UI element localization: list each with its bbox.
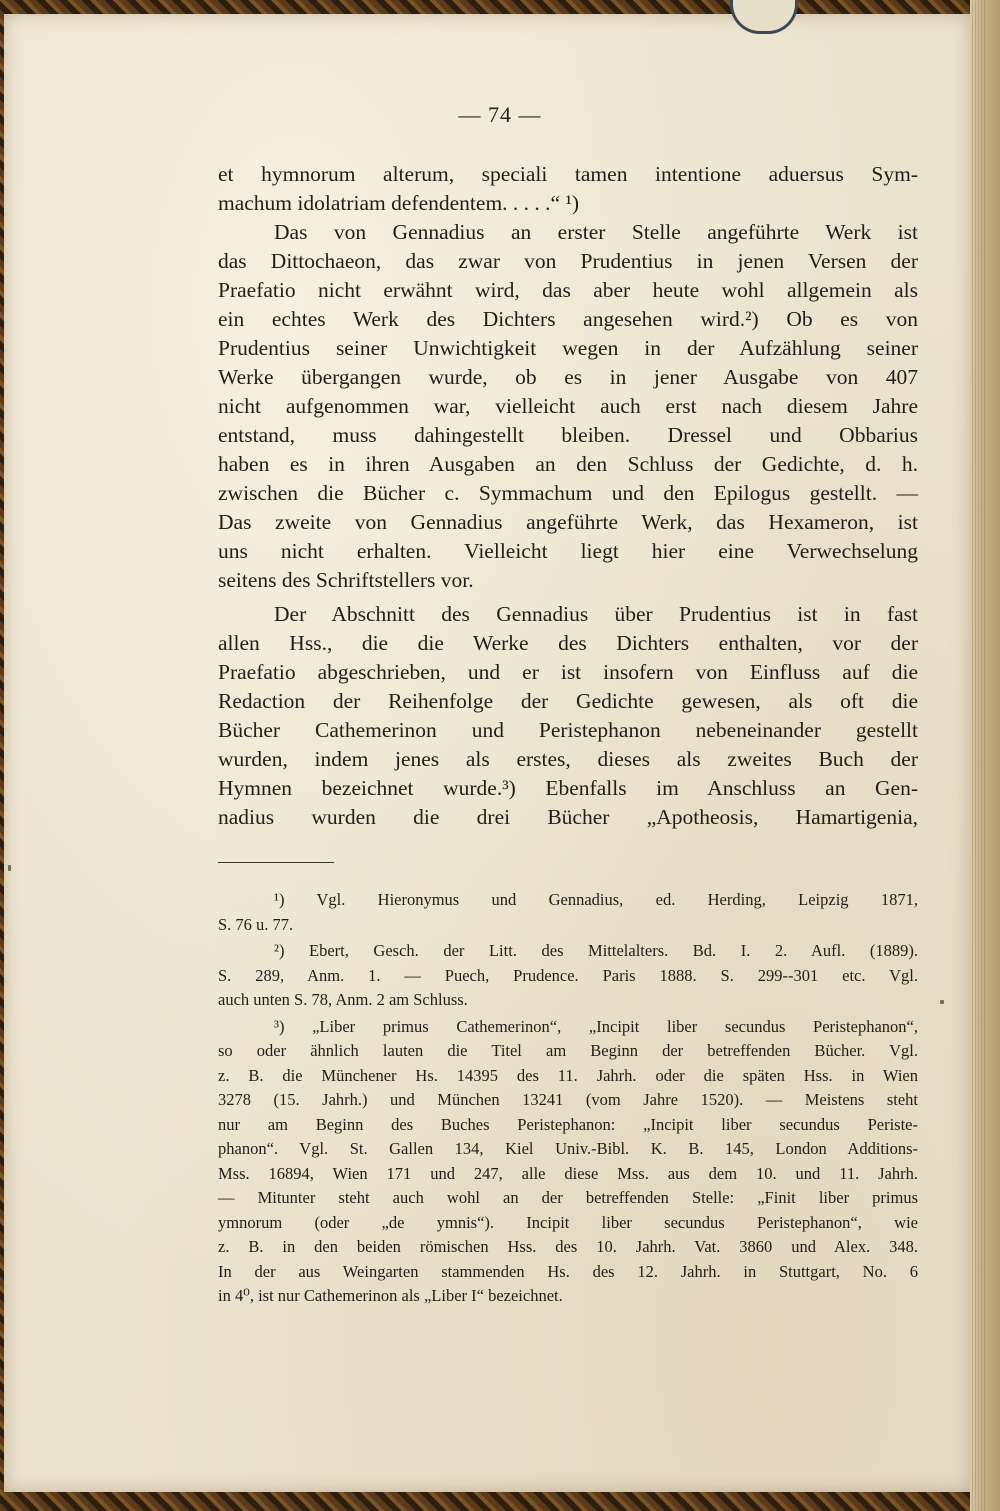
footnote-line: ¹) Vgl. Hieronymus und Gennadius, ed. Herding, Leipzig 1871, [274, 890, 918, 909]
footnote-line: z. B. in den beiden römischen Hss. des 10. Jahrh. Vat. 3860 und Alex. 348. [218, 1237, 918, 1256]
footnote [218, 888, 918, 937]
footnote-line: 3278 (15. Jahrh.) und München 13241 (vom Jahre 1520). — Meistens steht [218, 1090, 918, 1109]
text-line: haben es in ihren Ausgaben an den Schluss der Gedichte, d. h. [218, 452, 918, 476]
text-line: seitens des Schriftstellers vor. [218, 568, 474, 592]
page-number: — 74 — [458, 102, 542, 127]
footnotes [218, 888, 918, 1309]
text-line: Prudentius seiner Unwichtigkeit wegen in der Aufzählung seiner [218, 336, 918, 360]
text-line: Hymnen bezeichnet wurde.³) Ebenfalls im Anschluss an Gen- [218, 776, 918, 800]
text-line: ein echtes Werk des Dichters angesehen wird.²) Ob es von [218, 307, 918, 331]
text-line: wurden, indem jenes als erstes, dieses als zweites Buch der [218, 747, 918, 771]
text-line: entstand, muss dahingestellt bleiben. Dressel und Obbarius [218, 423, 918, 447]
text-line: Bücher Cathemerinon und Peristephanon nebeneinander gestellt [218, 718, 918, 742]
text-line: Der Abschnitt des Gennadius über Prudentius ist in fast [274, 602, 918, 626]
paper-speck [940, 1000, 944, 1004]
footnote-line: — Mitunter steht auch wohl an der betreffenden Stelle: „Finit liber primus [218, 1188, 918, 1207]
footnote-rule [218, 862, 334, 863]
footnote [218, 939, 918, 1013]
footnote-line: S. 289, Anm. 1. — Puech, Prudence. Paris 1888. S. 299--301 etc. Vgl. [218, 965, 918, 985]
footnote-line: ymnorum (oder „de ymnis“). Incipit liber secundus Peristephanon“, wie [218, 1212, 918, 1232]
text-line: Praefatio abgeschrieben, und er ist insofern von Einfluss auf die [218, 660, 918, 684]
paragraph [218, 600, 918, 832]
text-line: nicht aufgenommen war, vielleicht auch erst nach diesem Jahre [218, 394, 918, 418]
paper-speck [8, 865, 11, 871]
footnote-line: In der aus Weingarten stammenden Hs. des 12. Jahrh. in Stuttgart, No. 6 [218, 1261, 918, 1281]
text-line: machum idolatriam defendentem. . . . .“ ¹) [218, 191, 580, 215]
footnote-line: so oder ähnlich lauten die Titel am Beginn der betreffenden Bücher. Vgl. [218, 1041, 918, 1060]
text-line: Das von Gennadius an erster Stelle angeführte Werk ist [274, 220, 918, 244]
text-line: Werke übergangen wurde, ob es in jener Ausgabe von 407 [218, 365, 918, 389]
paragraph [218, 160, 918, 218]
text-line: uns nicht erhalten. Vielleicht liegt hier eine Verwechselung [218, 539, 918, 563]
text-line: nadius wurden die drei Bücher „Apotheosis, Hamartigenia, [218, 805, 918, 829]
body-text [218, 160, 918, 832]
footnote-line: nur am Beginn des Buches Peristephanon: „Incipit liber secundus Periste- [218, 1114, 918, 1134]
text-line: das Dittochaeon, das zwar von Prudentius in jenen Versen der [218, 249, 918, 273]
footnote-line: phanon“. Vgl. St. Gallen 134, Kiel Univ.-Bibl. K. B. 145, London Additions- [218, 1139, 918, 1158]
text-line: allen Hss., die die Werke des Dichters enthalten, vor der [218, 631, 918, 655]
footnote-line: S. 76 u. 77. [218, 914, 294, 934]
footnote-line: auch unten S. 78, Anm. 2 am Schluss. [218, 990, 468, 1009]
footnote-line: Mss. 16894, Wien 171 und 247, alle diese Mss. aus dem 10. und 11. Jahrh. [218, 1163, 918, 1183]
text-line: et hymnorum alterum, speciali tamen intentione aduersus Sym- [218, 162, 918, 186]
paragraph [218, 218, 918, 595]
footnote-line: z. B. die Münchener Hs. 14395 des 11. Jahrh. oder die späten Hss. in Wien [218, 1065, 918, 1085]
text-line: Das zweite von Gennadius angeführte Werk, das Hexameron, ist [218, 510, 918, 534]
footnote-line: in 4⁰, ist nur Cathemerinon als „Liber I“ bezeichnet. [218, 1286, 563, 1305]
text-line: Praefatio nicht erwähnt wird, das aber heute wohl allgemein als [218, 278, 918, 302]
footnote-line: ²) Ebert, Gesch. der Litt. des Mittelalters. Bd. I. 2. Aufl. (1889). [274, 941, 918, 960]
footnote-line: ³) „Liber primus Cathemerinon“, „Incipit liber secundus Peristephanon“, [274, 1016, 918, 1036]
footnote [218, 1015, 918, 1309]
text-line: zwischen die Bücher c. Symmachum und den Epilogus gestellt. — [218, 481, 918, 505]
text-line: Redaction der Reihenfolge der Gedichte gewesen, als oft die [218, 689, 918, 713]
page-stack-edge [970, 0, 1000, 1511]
